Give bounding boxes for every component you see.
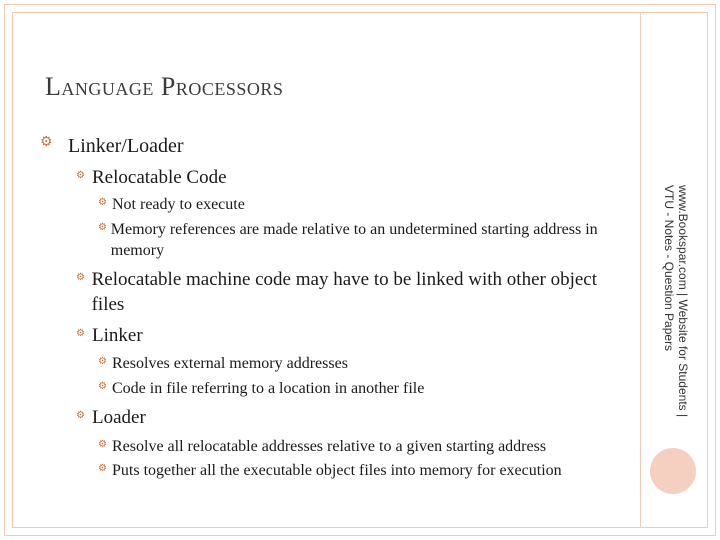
- bullet-code-in-file: [98, 379, 424, 400]
- side-note-line2: VTU - Notes - Question Papers: [661, 185, 676, 352]
- gear-bullet-icon: ⚙: [98, 463, 107, 474]
- gear-bullet-icon: ⚙: [98, 356, 107, 367]
- bullet-text: Code in file referring to a location in another file: [112, 380, 425, 397]
- bullet-text: Memory references are made relative to an undetermined starting address in memory: [110, 221, 598, 259]
- gear-bullet-icon: ⚙: [76, 170, 85, 181]
- bullet-puts-together: [98, 461, 568, 482]
- right-sidebar-divider: [640, 12, 641, 528]
- gear-bullet-icon: ⚙: [98, 381, 107, 392]
- gear-bullet-icon: ⚙: [98, 222, 107, 233]
- gear-bullet-icon: ⚙: [98, 197, 107, 208]
- bullet-text: Relocatable machine code may have to be linked with other object files: [91, 269, 598, 315]
- bullet-text: Linker: [92, 325, 143, 346]
- bullet-linker: [76, 324, 143, 349]
- side-note-line1: www.Bookspar.com | Website for Students |: [676, 185, 690, 418]
- bullet-relocatable-machine-code: [76, 268, 616, 317]
- gear-bullet-icon: ⚙: [76, 328, 85, 339]
- side-watermark-text: [661, 185, 690, 417]
- bullet-memory-references: [98, 220, 598, 262]
- bullet-text: Resolves external memory addresses: [112, 355, 348, 372]
- bullet-linker-loader: [40, 133, 184, 159]
- gear-bullet-icon: ⚙: [76, 410, 85, 421]
- gear-bullet-icon: ⚙: [40, 135, 53, 150]
- bullet-text: Loader: [92, 407, 146, 428]
- bullet-not-ready: [98, 195, 245, 216]
- bullet-loader: [76, 406, 146, 431]
- bullet-text: Puts together all the executable object files into memory for execution: [112, 462, 562, 479]
- gear-bullet-icon: ⚙: [98, 439, 107, 450]
- bullet-resolves-external: [98, 354, 348, 375]
- bullet-text: Linker/Loader: [68, 135, 184, 157]
- bullet-relocatable-code: [76, 166, 227, 191]
- bullet-text: Not ready to execute: [112, 196, 245, 213]
- slide-title: Language Processors: [45, 72, 284, 101]
- gear-bullet-icon: ⚙: [76, 272, 85, 283]
- bullet-resolve-all: [98, 437, 618, 458]
- decorative-circle: [650, 448, 696, 494]
- bullet-text: Resolve all relocatable addresses relative to a given starting address: [112, 438, 547, 455]
- bullet-text: Relocatable Code: [92, 167, 227, 188]
